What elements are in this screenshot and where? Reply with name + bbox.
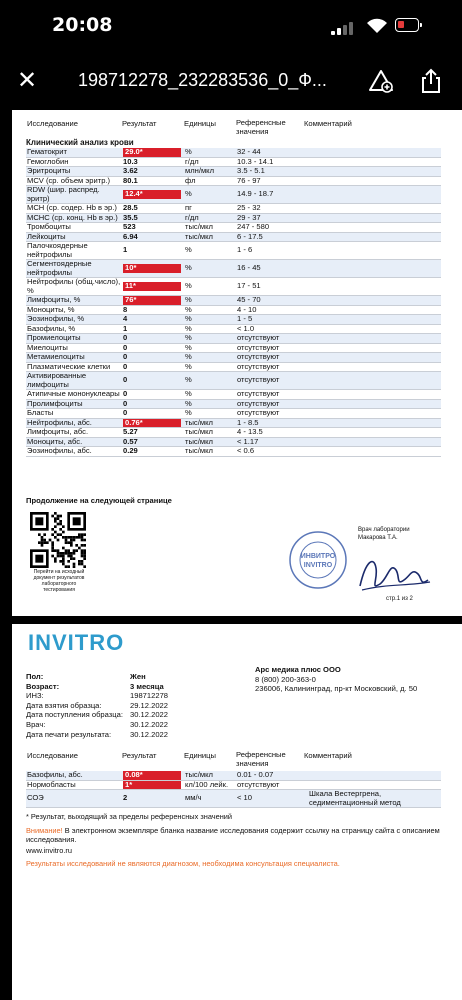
unit-cell: тыс/мкл: [184, 428, 236, 438]
comment-cell: [308, 148, 441, 157]
test-name: Лимфоциты, абс.: [26, 428, 122, 438]
unit-cell: %: [184, 334, 236, 344]
page-number: стр.1 из 2: [386, 596, 413, 602]
patient-value: 30.12.2022: [130, 719, 169, 729]
flagged-result: 12.4*: [123, 190, 181, 199]
table-row: [26, 324, 441, 334]
patient-value: 30.12.2022: [130, 710, 169, 720]
reference-cell: 25 - 32: [236, 204, 308, 214]
table-row: [26, 315, 441, 325]
document-page-1: [12, 110, 462, 616]
flagged-result: 10*: [123, 264, 181, 273]
table-row: [26, 186, 441, 204]
result-cell: [122, 176, 184, 186]
unit-cell: тыс/мкл: [184, 437, 236, 447]
patient-value: Жен: [130, 672, 146, 681]
unit-cell: кл/100 лейк.: [184, 780, 236, 790]
result-cell: [122, 315, 184, 325]
reference-cell: 29 - 37: [236, 213, 308, 223]
result-cell: [122, 242, 184, 260]
status-time: 20:08: [52, 14, 113, 36]
svg-text:ИНВИТРО: ИНВИТРО: [300, 553, 336, 560]
patient-label: Дата взятия образца:: [26, 700, 102, 710]
reference-cell: 1 - 6: [236, 242, 308, 260]
table-row: [26, 399, 441, 409]
table-row: [26, 204, 441, 214]
result-cell: [122, 780, 184, 790]
table-row: [26, 372, 441, 390]
flagged-result: 1*: [123, 781, 181, 790]
table-row: [26, 232, 441, 242]
reference-cell: 76 - 97: [236, 176, 308, 186]
test-name: Промиелоциты: [26, 334, 122, 344]
comment-cell: [308, 437, 441, 447]
reference-cell: 17 - 51: [236, 278, 308, 296]
reference-cell: отсутствуют: [236, 343, 308, 353]
patient-label: Врач:: [26, 719, 46, 729]
doctor-name: Макарова Т.А.: [358, 534, 398, 541]
lab-stamp: [288, 530, 348, 590]
result-value: 6.94: [123, 231, 138, 241]
result-value: 0: [123, 375, 128, 385]
unit-cell: %: [184, 296, 236, 306]
patient-label: Дата печати результата:: [26, 729, 112, 739]
result-cell: [122, 296, 184, 306]
result-value: 10.3: [123, 156, 138, 166]
result-cell: [122, 324, 184, 334]
table-row: [26, 167, 441, 177]
comment-cell: [308, 260, 441, 278]
patient-label: ИНЗ:: [26, 691, 44, 701]
comment-cell: [308, 353, 441, 363]
test-name: Тромбоциты: [26, 223, 122, 233]
invitro-logo: INVITRO: [28, 630, 125, 655]
col-header-ref-2: Референсные значения: [236, 750, 286, 768]
test-name: MCH (ср. содер. Hb в эр.): [26, 204, 122, 214]
result-value: 3.62: [123, 166, 138, 175]
result-cell: [122, 399, 184, 409]
result-value: 0: [123, 361, 128, 371]
unit-cell: %: [184, 343, 236, 353]
unit-cell: фл: [184, 176, 236, 186]
reference-cell: 14.9 - 18.7: [236, 186, 308, 204]
result-value: 28.5: [123, 203, 138, 212]
clinic-phone: 8 (800) 200-363-0: [255, 674, 316, 684]
result-cell: [122, 372, 184, 390]
reference-cell: 3.5 - 5.1: [236, 167, 308, 177]
result-cell: [122, 232, 184, 242]
flagged-result: 29.0*: [123, 148, 181, 157]
col-header-test-2: Исследование: [27, 751, 79, 760]
patient-row: [26, 682, 256, 692]
result-value: 4: [123, 314, 128, 323]
test-name: MCHC (ср. конц. Hb в эр.): [26, 213, 122, 223]
col-header-units: Единицы: [184, 119, 216, 128]
reference-cell: 247 - 580: [236, 223, 308, 233]
comment-cell: [308, 324, 441, 334]
reference-cell: < 0.6: [236, 447, 308, 457]
test-name: Эозинофилы, абс.: [26, 447, 122, 457]
test-name: Миелоциты: [26, 343, 122, 353]
test-name: Пролимфоциты: [26, 399, 122, 409]
unit-cell: %: [184, 372, 236, 390]
test-name: Нейтрофилы (общ.число), %: [27, 277, 121, 295]
patient-value: 3 месяца: [130, 681, 164, 691]
doctor-title: Врач лаборатории: [358, 527, 410, 533]
website-link[interactable]: www.invitro.ru: [26, 846, 72, 855]
document-page-2: [12, 624, 462, 1000]
flagged-result: 0.08*: [123, 771, 181, 780]
unit-cell: пг: [184, 204, 236, 214]
test-name: Бласты: [26, 409, 122, 419]
table-row: [26, 418, 441, 428]
result-cell: [122, 343, 184, 353]
comment-cell: [308, 305, 441, 315]
comment-cell: [308, 334, 441, 344]
patient-row: [26, 730, 256, 740]
flagged-result: 76*: [123, 296, 181, 305]
svg-text:INVITRO: INVITRO: [303, 562, 333, 569]
reference-cell: 0.01 - 0.07: [236, 771, 308, 780]
reference-cell: отсутствуют: [236, 390, 308, 400]
result-cell: [122, 186, 184, 204]
test-name: Эритроциты: [26, 167, 122, 177]
table-row: [26, 771, 441, 780]
patient-row: [26, 701, 256, 711]
clinic-name: Арс медика плюс ООО: [255, 665, 341, 674]
reference-cell: 16 - 45: [236, 260, 308, 278]
test-name: Гематокрит: [26, 148, 122, 157]
attention-label: Внимание!: [26, 826, 63, 835]
patient-label: Пол:: [26, 672, 44, 681]
comment-cell: [308, 223, 441, 233]
result-cell: [122, 790, 184, 808]
result-value: 1: [123, 323, 128, 333]
test-name: MCV (ср. объем эритр.): [26, 176, 122, 186]
share-icon[interactable]: [418, 68, 444, 94]
document-title: 198712278_232283536_0_Ф...: [78, 70, 327, 90]
section-title: Клинический анализ крови: [26, 138, 134, 147]
unit-cell: %: [184, 409, 236, 419]
result-value: 80.1: [123, 175, 138, 185]
disclaimer: Результаты исследований не являются диагнозом, необходима консультация специалиста.: [26, 859, 340, 868]
attention-note: [26, 826, 446, 844]
handwritten-signature: [356, 550, 432, 596]
test-name: Активированные лимфоциты: [26, 372, 122, 390]
results-table: [26, 148, 441, 457]
cellular-signal-icon: [331, 21, 355, 35]
unit-cell: %: [184, 399, 236, 409]
unit-cell: %: [184, 260, 236, 278]
footnote: * Результат, выходящий за пределы референсных значений: [26, 812, 233, 821]
table-row: [26, 353, 441, 363]
doctor-signature-block: [358, 527, 410, 542]
comment-cell: [308, 176, 441, 186]
col-header-comment: Комментарий: [304, 119, 352, 128]
continued-note: Продолжение на следующей странице: [26, 496, 172, 505]
patient-value: 30.12.2022: [130, 729, 169, 739]
reference-cell: 45 - 70: [236, 296, 308, 306]
col-header-comment-2: Комментарий: [304, 751, 352, 760]
unit-cell: тыс/мкл: [184, 232, 236, 242]
table-row: [26, 242, 441, 260]
unit-cell: %: [184, 186, 236, 204]
reference-cell: отсутствуют: [236, 334, 308, 344]
test-name: Моноциты, абс.: [26, 437, 122, 447]
result-value: 8: [123, 304, 128, 314]
table-row: [26, 343, 441, 353]
patient-label: Дата поступления образца:: [26, 710, 123, 720]
result-value: 0.29: [123, 446, 138, 455]
result-cell: [122, 390, 184, 400]
result-cell: [122, 260, 184, 278]
reference-cell: отсутствуют: [236, 780, 308, 790]
unit-cell: %: [184, 353, 236, 363]
unit-cell: мм/ч: [184, 790, 236, 808]
table-row: [26, 305, 441, 315]
unit-cell: тыс/мкл: [184, 447, 236, 457]
test-name: Палочкоядерные нейтрофилы: [26, 242, 122, 260]
col-header-result-2: Результат: [122, 751, 157, 760]
markup-icon[interactable]: [368, 68, 394, 94]
unit-cell: тыс/мкл: [184, 223, 236, 233]
reference-cell: отсутствуют: [236, 362, 308, 372]
table-row: [26, 278, 441, 296]
comment-cell: [308, 447, 441, 457]
comment-cell: [308, 204, 441, 214]
test-name: Плазматические клетки: [26, 362, 122, 372]
result-cell: [122, 353, 184, 363]
test-name: Лимфоциты, %: [26, 296, 122, 306]
table-row: [26, 790, 441, 808]
result-cell: [122, 362, 184, 372]
reference-cell: отсутствуют: [236, 372, 308, 390]
table-row: [26, 428, 441, 438]
comment-cell: [308, 771, 441, 780]
table-row: [26, 223, 441, 233]
result-value: 35.5: [123, 212, 138, 222]
test-name: Атипичные мононуклеары: [26, 390, 122, 400]
result-value: 0: [123, 352, 128, 361]
unit-cell: тыс/мкл: [184, 771, 236, 780]
comment-cell: [308, 232, 441, 242]
patient-row: [26, 710, 256, 720]
result-value: 2: [123, 793, 128, 803]
reference-cell: 1 - 5: [236, 315, 308, 325]
battery-icon: [395, 18, 419, 32]
result-cell: [122, 447, 184, 457]
unit-cell: тыс/мкл: [184, 418, 236, 428]
unit-cell: млн/мкл: [184, 167, 236, 177]
result-cell: [122, 771, 184, 780]
reference-cell: отсутствуют: [236, 409, 308, 419]
col-header-result: Результат: [122, 119, 157, 128]
reference-cell: < 1.17: [236, 437, 308, 447]
test-name: Сегментоядерные нейтрофилы: [26, 260, 122, 278]
result-value: 5.27: [123, 427, 138, 436]
result-value: 0: [123, 333, 128, 342]
unit-cell: %: [184, 242, 236, 260]
flagged-result: 11*: [123, 282, 181, 291]
comment-cell: [308, 362, 441, 372]
unit-cell: г/дл: [184, 213, 236, 223]
table-row: [26, 157, 441, 167]
test-name: Лейкоциты: [26, 232, 122, 242]
test-name: Метамиелоциты: [26, 353, 122, 363]
patient-row: [26, 720, 256, 730]
unit-cell: г/дл: [184, 157, 236, 167]
patient-value: 29.12.2022: [130, 700, 169, 710]
comment-cell: [308, 428, 441, 438]
comment-cell: Шкала Вестергрена, седиментационный метод: [308, 790, 441, 808]
reference-cell: 32 - 44: [236, 148, 308, 157]
reference-cell: < 1.0: [236, 324, 308, 334]
table-row: [26, 213, 441, 223]
reference-cell: 10.3 - 14.1: [236, 157, 308, 167]
result-value: 0: [123, 389, 128, 398]
patient-label: Возраст:: [26, 681, 60, 691]
test-name: Эозинофилы, %: [26, 315, 122, 325]
patient-value: 198712278: [130, 691, 169, 701]
reference-cell: 1 - 8.5: [236, 418, 308, 428]
unit-cell: %: [184, 390, 236, 400]
reference-cell: 6 - 17.5: [236, 232, 308, 242]
result-value: 1: [123, 245, 128, 255]
comment-cell: [308, 186, 441, 204]
col-header-ref: Референсные значения: [236, 118, 286, 136]
unit-cell: %: [184, 362, 236, 372]
patient-row: [26, 672, 256, 682]
reference-cell: < 10: [236, 790, 308, 808]
comment-cell: [308, 167, 441, 177]
result-cell: [122, 409, 184, 419]
table-row: [26, 334, 441, 344]
patient-info: [26, 672, 256, 739]
result-cell: [122, 334, 184, 344]
attention-text: В электронном экземпляре бланка название исследования содержит ссылку на страницу сайта с описанием исследования.: [26, 826, 440, 844]
result-cell: [122, 278, 184, 296]
wifi-icon: [366, 18, 388, 34]
close-icon[interactable]: ✕: [16, 67, 38, 94]
unit-cell: %: [184, 315, 236, 325]
unit-cell: %: [184, 324, 236, 334]
result-value: 0.57: [123, 436, 138, 446]
test-name: Нейтрофилы, абс.: [26, 418, 122, 428]
table-row: [26, 409, 441, 419]
table-row: [26, 362, 441, 372]
qr-caption: Перейти на исходный документ результатов лабораторного тестирования: [33, 569, 85, 593]
result-value: 0: [123, 408, 128, 417]
result-value: 0: [123, 342, 128, 352]
result-value: 0: [123, 398, 128, 408]
table-row: [26, 447, 441, 457]
comment-cell: [308, 372, 441, 390]
reference-cell: отсутствуют: [236, 399, 308, 409]
test-name: Базофилы, %: [26, 324, 122, 334]
clinic-info: [255, 665, 455, 694]
table-row: [26, 148, 441, 157]
test-name: Базофилы, абс.: [26, 771, 122, 780]
comment-cell: [308, 418, 441, 428]
result-cell: [122, 305, 184, 315]
patient-row: [26, 691, 256, 701]
app-bar: [0, 54, 462, 108]
test-name: Нормобласты: [26, 780, 122, 790]
reference-cell: 4 - 13.5: [236, 428, 308, 438]
comment-cell: [308, 409, 441, 419]
comment-cell: [308, 296, 441, 306]
reference-cell: отсутствуют: [236, 353, 308, 363]
test-name: Гемоглобин: [26, 157, 122, 167]
result-value: 523: [123, 222, 136, 231]
qr-code[interactable]: [30, 512, 86, 568]
col-header-test: Исследование: [27, 119, 79, 128]
comment-cell: [308, 242, 441, 260]
table-row: [26, 260, 441, 278]
comment-cell: [308, 343, 441, 353]
flagged-result: 0.76*: [123, 419, 181, 428]
results-table-2: [26, 771, 441, 808]
comment-cell: [308, 399, 441, 409]
test-name: Моноциты, %: [26, 305, 122, 315]
comment-cell: [308, 278, 441, 296]
comment-cell: [308, 157, 441, 167]
clinic-address: 236006, Калининград, пр-кт Московский, д. 50: [255, 684, 418, 694]
unit-cell: %: [184, 148, 236, 157]
unit-cell: %: [184, 278, 236, 296]
table-row: [26, 296, 441, 306]
reference-cell: 4 - 10: [236, 305, 308, 315]
comment-cell: [308, 315, 441, 325]
test-name: RDW (шир. распред. эритр): [26, 186, 122, 204]
comment-cell: [308, 390, 441, 400]
test-name: СОЭ: [26, 790, 122, 808]
comment-cell: [308, 213, 441, 223]
status-bar: [0, 0, 462, 54]
col-header-units-2: Единицы: [184, 751, 216, 760]
table-row: [26, 390, 441, 400]
unit-cell: %: [184, 305, 236, 315]
